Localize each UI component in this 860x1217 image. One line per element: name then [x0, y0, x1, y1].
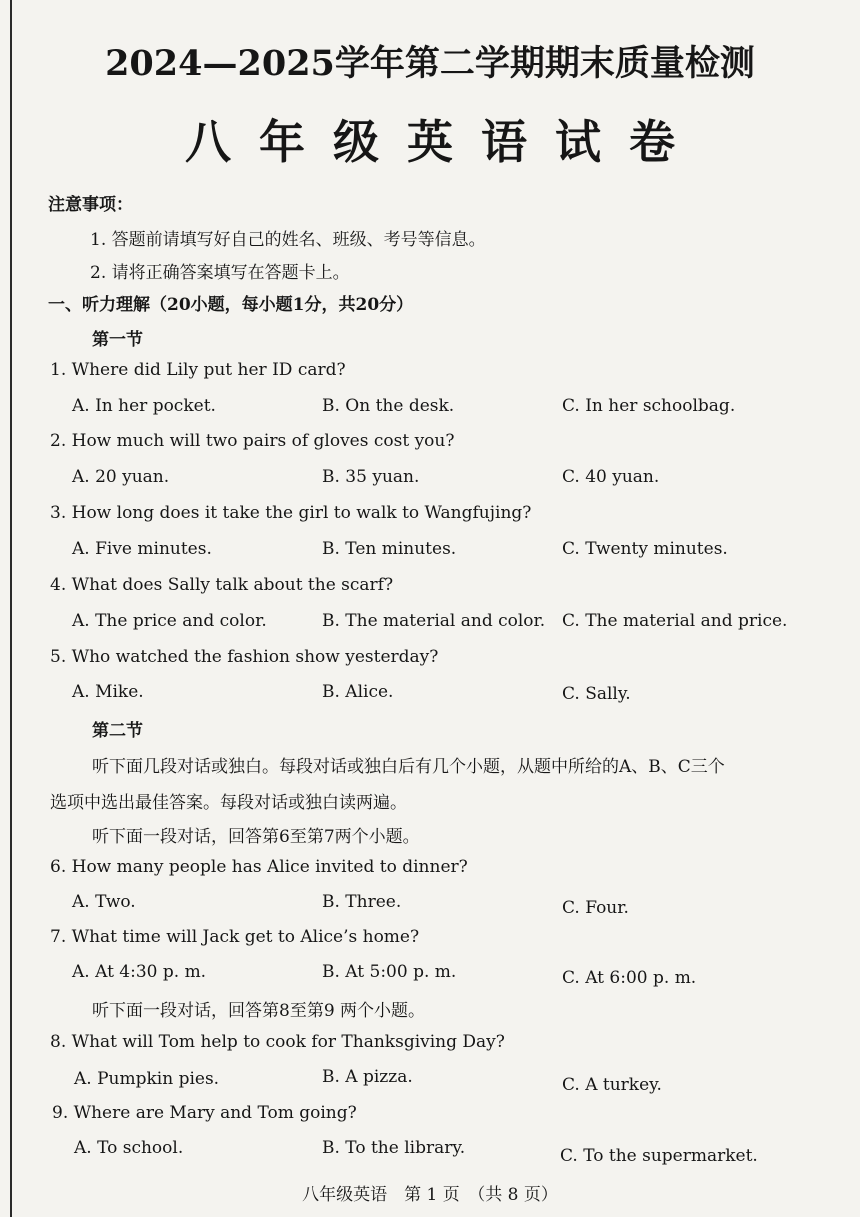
option-c: C. 40 yuan.	[562, 467, 660, 487]
option-c: C. The material and price.	[562, 611, 788, 631]
option-b: B. Ten minutes.	[322, 539, 457, 559]
note-item: 2. 请将正确答案填写在答题卡上。	[90, 263, 350, 283]
option-a: A. Mike.	[72, 682, 144, 702]
question-text: 9. Where are Mary and Tom going?	[52, 1103, 357, 1123]
option-c: C. To the supermarket.	[560, 1146, 758, 1166]
option-b: B. The material and color.	[322, 611, 546, 631]
option-a: A. Five minutes.	[72, 539, 212, 559]
instructions: 听下面几段对话或独白。每段对话或独白后有几个小题，从题中所给的A、B、C三个	[92, 757, 725, 777]
dialog-note: 听下面一段对话，回答第6至第7两个小题。	[92, 827, 420, 847]
option-b: B. To the library.	[322, 1138, 466, 1158]
dialog-note: 听下面一段对话，回答第8至第9 两个小题。	[92, 1001, 426, 1021]
page-footer: 八年级英语 第 1 页 （共 8 页）	[302, 1185, 558, 1205]
question-text: 7. What time will Jack get to Alice’s home?	[50, 927, 420, 947]
exam-subtitle: 八年级英语试卷	[185, 115, 703, 169]
option-a: A. At 4:30 p. m.	[72, 962, 207, 982]
section-heading: 一、听力理解（20小题，每小题1分，共20分）	[48, 295, 414, 315]
part-heading: 第一节	[92, 330, 143, 350]
option-a: A. Two.	[72, 892, 136, 912]
option-c: C. Four.	[562, 898, 629, 918]
notes-heading: 注意事项：	[48, 195, 133, 215]
option-a: A. The price and color.	[72, 611, 267, 631]
part-heading: 第二节	[92, 721, 143, 741]
option-b: B. A pizza.	[322, 1067, 413, 1087]
option-b: B. 35 yuan.	[322, 467, 420, 487]
instructions: 选项中选出最佳答案。每段对话或独白读两遍。	[50, 793, 407, 813]
option-c: C. A turkey.	[562, 1075, 662, 1095]
exam-title: 2024—2025学年第二学期期末质量检测	[105, 43, 755, 84]
option-a: A. In her pocket.	[72, 396, 216, 416]
question-text: 1. Where did Lily put her ID card?	[50, 360, 346, 380]
option-b: B. Three.	[322, 892, 402, 912]
option-b: B. At 5:00 p. m.	[322, 962, 457, 982]
question-text: 5. Who watched the fashion show yesterday?	[50, 647, 439, 667]
question-text: 8. What will Tom help to cook for Thanksgiving Day?	[50, 1032, 505, 1052]
question-text: 4. What does Sally talk about the scarf?	[50, 575, 394, 595]
question-text: 3. How long does it take the girl to walk to Wangfujing?	[50, 503, 532, 523]
option-c: C. In her schoolbag.	[562, 396, 736, 416]
option-c: C. Sally.	[562, 684, 631, 704]
option-c: C. Twenty minutes.	[562, 539, 728, 559]
option-a: A. To school.	[74, 1138, 184, 1158]
option-a: A. Pumpkin pies.	[74, 1069, 220, 1089]
option-a: A. 20 yuan.	[72, 467, 170, 487]
question-text: 6. How many people has Alice invited to dinner?	[50, 857, 468, 877]
note-item: 1. 答题前请填写好自己的姓名、班级、考号等信息。	[90, 230, 486, 250]
option-b: B. Alice.	[322, 682, 394, 702]
option-b: B. On the desk.	[322, 396, 455, 416]
option-c: C. At 6:00 p. m.	[562, 968, 697, 988]
question-text: 2. How much will two pairs of gloves cost you?	[50, 431, 455, 451]
